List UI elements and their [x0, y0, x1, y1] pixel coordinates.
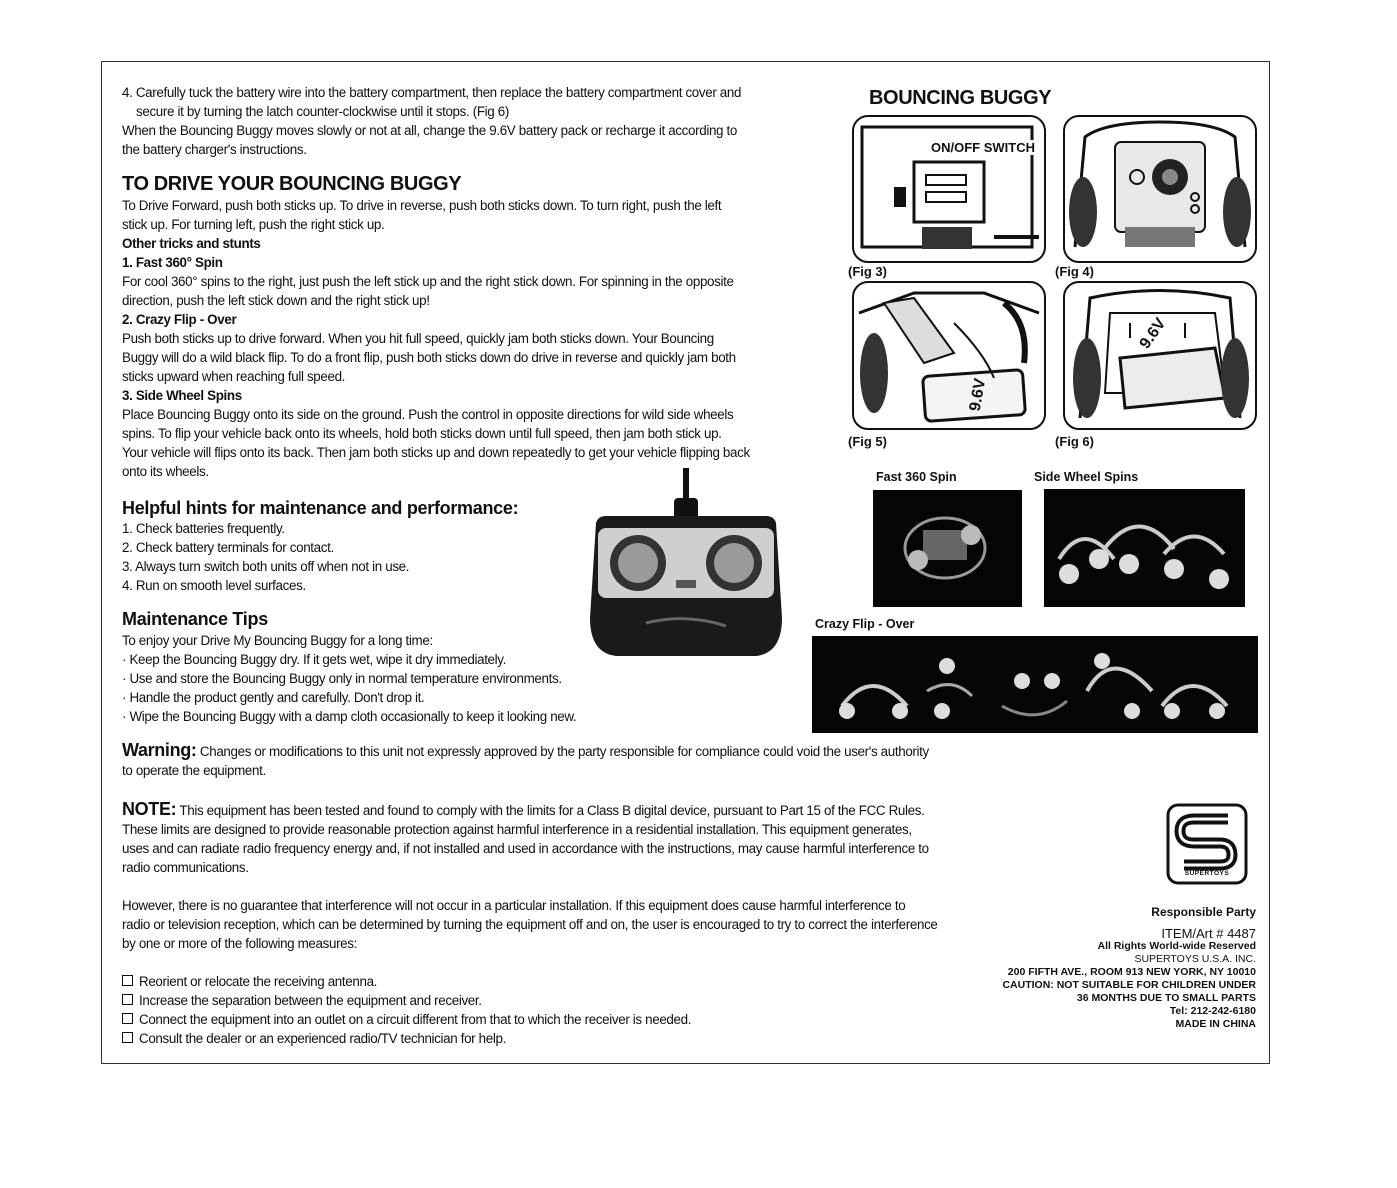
maintenance-heading: Maintenance Tips [122, 609, 268, 629]
checkbox-icon [122, 994, 133, 1005]
fig6-battery-text: 9.6V [1136, 315, 1170, 353]
however-line3: by one or more of the following measures: [122, 936, 357, 951]
checkbox-icon [122, 975, 133, 986]
fig5-battery-text: 9.6V [966, 377, 990, 413]
supertoys-logo [1166, 803, 1248, 885]
fig3-illustration [852, 115, 1046, 263]
flip-line2: Buggy will do a wild black flip. To do a front flip, push both sticks down do drive in reverse and quickly jam both [122, 350, 736, 365]
note-text3: uses and can radiate radio frequency energy and, if not installed and used in accordance with the instructions, may cause harmful interference to [122, 841, 929, 856]
company-address: 200 FIFTH AVE., ROOM 913 NEW YORK, NY 10010 [1007, 966, 1256, 978]
figures-title: BOUNCING BUGGY [869, 87, 1052, 109]
measure-item: Consult the dealer or an experienced radio/TV technician for help. [139, 1031, 506, 1046]
note-text2: These limits are designed to provide reasonable protection against harmful interference in a residential installation. This equipment generates, [122, 822, 912, 837]
crazy-flip-photo [812, 636, 1258, 733]
side-line4: onto its wheels. [122, 464, 209, 479]
battery-note-line2: the battery charger's instructions. [122, 142, 307, 157]
fig5-illustration [852, 281, 1046, 430]
measures-list [122, 972, 822, 1048]
fig3-label: (Fig 3) [848, 264, 887, 279]
hints-list [122, 519, 572, 595]
checkbox-icon [122, 1032, 133, 1043]
checkbox-icon [122, 1013, 133, 1024]
note-text4: radio communications. [122, 860, 249, 875]
drive-line2: stick up. For turning left, push the right stick up. [122, 217, 385, 232]
warning-text2: to operate the equipment. [122, 763, 266, 778]
spin-heading: 1. Fast 360° Spin [122, 255, 223, 270]
side-line1: Place Bouncing Buggy onto its side on the ground. Push the control in opposite directions for wild side wheels [122, 407, 734, 422]
logo-text: SUPERTOYS [1184, 870, 1230, 877]
photo2-caption: Side Wheel Spins [1034, 470, 1139, 484]
telephone: Tel: 212-242-6180 [1169, 1005, 1256, 1017]
rights-text: All Rights World-wide Reserved [1097, 940, 1256, 952]
flip-line1: Push both sticks up to drive forward. When you hit full speed, quickly jam both sticks down. Your Bouncing [122, 331, 714, 346]
warning-label: Warning: [122, 740, 197, 760]
photo1-caption: Fast 360 Spin [876, 470, 957, 484]
battery-note-line1: When the Bouncing Buggy moves slowly or not at all, change the 9.6V battery pack or recharge it according to [122, 123, 737, 138]
made-in: MADE IN CHINA [1175, 1018, 1256, 1030]
hint-item: 1. Check batteries frequently. [122, 521, 285, 536]
side-line2: spins. To flip your vehicle back onto its wheels, hold both sticks down until full speed, then jam both stick up. [122, 426, 722, 441]
fig4-illustration [1063, 115, 1257, 263]
spin-line1: For cool 360° spins to the right, just push the left stick up and the right stick down. For spinning in the opposite [122, 274, 734, 289]
drive-heading: TO DRIVE YOUR BOUNCING BUGGY [122, 173, 462, 195]
note-text1: This equipment has been tested and found to comply with the limits for a Class B digital device, pursuant to Part 15 of the FCC Rules. [179, 803, 925, 818]
drive-line1: To Drive Forward, push both sticks up. To drive in reverse, push both sticks down. To turn right, push the left [122, 198, 722, 213]
step4-line1: 4. Carefully tuck the battery wire into the battery compartment, then replace the battery compartment cover and [122, 85, 742, 100]
hints-heading: Helpful hints for maintenance and performance: [122, 498, 519, 518]
caution-line2: 36 MONTHS DUE TO SMALL PARTS [1076, 992, 1256, 1004]
flip-line3: sticks upward when reaching full speed. [122, 369, 346, 384]
note-block [122, 800, 1022, 877]
maintenance-item: · Keep the Bouncing Buggy dry. If it gets wet, wipe it dry immediately. [122, 652, 507, 667]
fast-spin-photo [873, 490, 1022, 607]
battery-instructions [122, 83, 822, 159]
fig5-label: (Fig 5) [848, 434, 887, 449]
fig4-label: (Fig 4) [1055, 264, 1094, 279]
hint-item: 3. Always turn switch both units off when not in use. [122, 559, 410, 574]
measure-item: Increase the separation between the equipment and receiver. [139, 993, 482, 1008]
photo3-caption: Crazy Flip - Over [815, 617, 915, 631]
hint-item: 4. Run on smooth level surfaces. [122, 578, 306, 593]
item-number: ITEM/Art # 4487 [1161, 926, 1256, 941]
however-line1: However, there is no guarantee that interference will not occur in a particular installation. If this equipment does cause harmful interference to [122, 898, 906, 913]
fig6-illustration [1063, 281, 1257, 430]
maintenance-item: · Wipe the Bouncing Buggy with a damp cloth occasionally to keep it looking new. [122, 709, 577, 724]
side-line3: Your vehicle will flips onto its back. Then jam both sticks up and down repeatedly to get your vehicle flipping back [122, 445, 750, 460]
flip-heading: 2. Crazy Flip - Over [122, 312, 237, 327]
maintenance-intro: To enjoy your Drive My Bouncing Buggy for a long time: [122, 633, 433, 648]
warning-block [122, 741, 1002, 780]
side-heading: 3. Side Wheel Spins [122, 388, 242, 403]
warning-text1: Changes or modifications to this unit not expressly approved by the party responsible for compliance could void the user's authority [199, 744, 929, 759]
step4-line2: secure it by turning the latch counter-clockwise until it stops. (Fig 6) [136, 104, 509, 119]
hint-item: 2. Check battery terminals for contact. [122, 540, 334, 555]
drive-instructions [122, 196, 822, 481]
note-label: NOTE: [122, 799, 177, 819]
company-name: SUPERTOYS U.S.A. INC. [1134, 953, 1256, 965]
maintenance-item: · Handle the product gently and carefully. Don't drop it. [122, 690, 425, 705]
maintenance-list [122, 631, 642, 726]
measure-item: Connect the equipment into an outlet on a circuit different from that to which the receiver is needed. [139, 1012, 692, 1027]
remote-control-illustration [586, 468, 786, 660]
however-block [122, 896, 1022, 953]
measure-item: Reorient or relocate the receiving antenna. [139, 974, 378, 989]
caution-line1: CAUTION: NOT SUITABLE FOR CHILDREN UNDER [1002, 979, 1256, 991]
however-line2: radio or television reception, which can be determined by turning the equipment off and on, the user is encouraged to try to correct the interference [122, 917, 938, 932]
spin-line2: direction, push the left stick down and the right stick up! [122, 293, 430, 308]
responsible-party [940, 906, 1256, 1031]
switch-label: ON/OFF SWITCH [931, 140, 1035, 155]
maintenance-item: · Use and store the Bouncing Buggy only in normal temperature environments. [122, 671, 562, 686]
side-wheel-photo [1044, 489, 1245, 607]
tricks-heading: Other tricks and stunts [122, 236, 261, 251]
fig6-label: (Fig 6) [1055, 434, 1094, 449]
responsible-heading: Responsible Party [1151, 905, 1256, 919]
